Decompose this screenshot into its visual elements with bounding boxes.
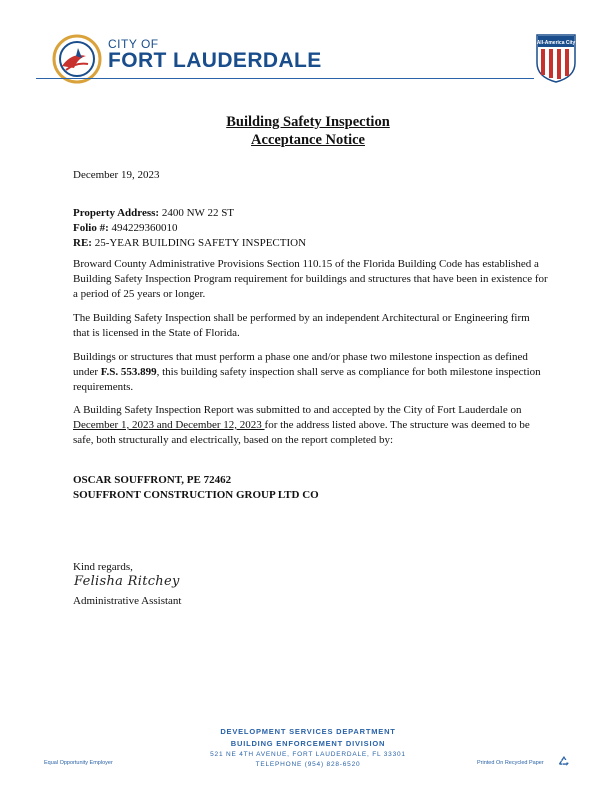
paragraph-report-accepted [73,403,548,448]
letter-date: December 19, 2023 [73,169,160,181]
re-value: 25-YEAR BUILDING SAFETY INSPECTION [94,237,307,249]
paragraph-milestone-compliance [73,350,548,395]
document-subtitle: Acceptance Notice [251,132,365,148]
footer-department: DEVELOPMENT SERVICES DEPARTMENT [220,727,396,736]
statute-reference: F.S. 553.899 [100,366,157,378]
p4-text-b: for the address listed above. The structure was deemed to be safe, both structurally and electrically, based on the report completed by: [73,419,530,446]
property-address-value: 2400 NW 22 ST [161,207,235,219]
footer-address: 521 NE 4TH AVENUE, FORT LAUDERDALE, FL 33301 [210,751,406,758]
paragraph-program-requirement: Broward County Administrative Provisions Section 110.15 of the Florida Building Code has established a Building Safety Inspection Program requirement for buildings and structures that have been in existence for a period of 25 years or longer. [73,258,548,300]
city-name: FORT LAUDERDALE [108,49,322,72]
folio-value: 494229360010 [111,222,178,234]
folio-label: Folio #: [73,222,109,234]
closing-regards: Kind regards, [73,561,133,573]
submission-dates: December 1, 2023 and December 12, 2023 [73,419,265,431]
p4-text-a: A Building Safety Inspection Report was submitted to and accepted by the City of Fort Lauderdale on [73,404,522,416]
re-label: RE: [73,237,92,249]
badge-label: All-America City [536,40,576,46]
property-address-label: Property Address: [73,207,160,219]
engineer-name: OSCAR SOUFFRONT, PE 72462 [73,474,232,486]
letterhead [0,0,616,90]
p3-text-a: Buildings or structures that must perform a phase one and/or phase two milestone inspection as defined under [73,351,528,378]
property-info-block [73,206,548,251]
recycle-icon [558,755,570,767]
city-seal-logo-icon [52,34,102,84]
footer-division: BUILDING ENFORCEMENT DIVISION [230,739,386,748]
handwritten-signature: Felisha Ritchey [74,574,180,589]
engineer-block [73,473,548,503]
footer-phone: TELEPHONE (954) 828-6520 [255,761,361,768]
equal-opportunity-label: Equal Opportunity Employer [44,760,113,766]
document-title: Building Safety Inspection [226,114,390,130]
p3-text-b: , this building safety inspection shall serve as compliance for both milestone inspection requirements. [73,366,541,393]
paragraph-licensed-firm: The Building Safety Inspection shall be performed by an independent Architectural or Engineering firm that is licensed in the State of Florida. [73,312,530,339]
engineer-company: SOUFFRONT CONSTRUCTION GROUP LTD CO [73,489,319,501]
header-divider [36,78,534,79]
city-of-label: CITY OF [108,37,159,51]
all-america-city-badge-icon [535,33,577,83]
recycled-paper-label: Printed On Recycled Paper [477,760,544,766]
signer-title: Administrative Assistant [73,595,182,607]
